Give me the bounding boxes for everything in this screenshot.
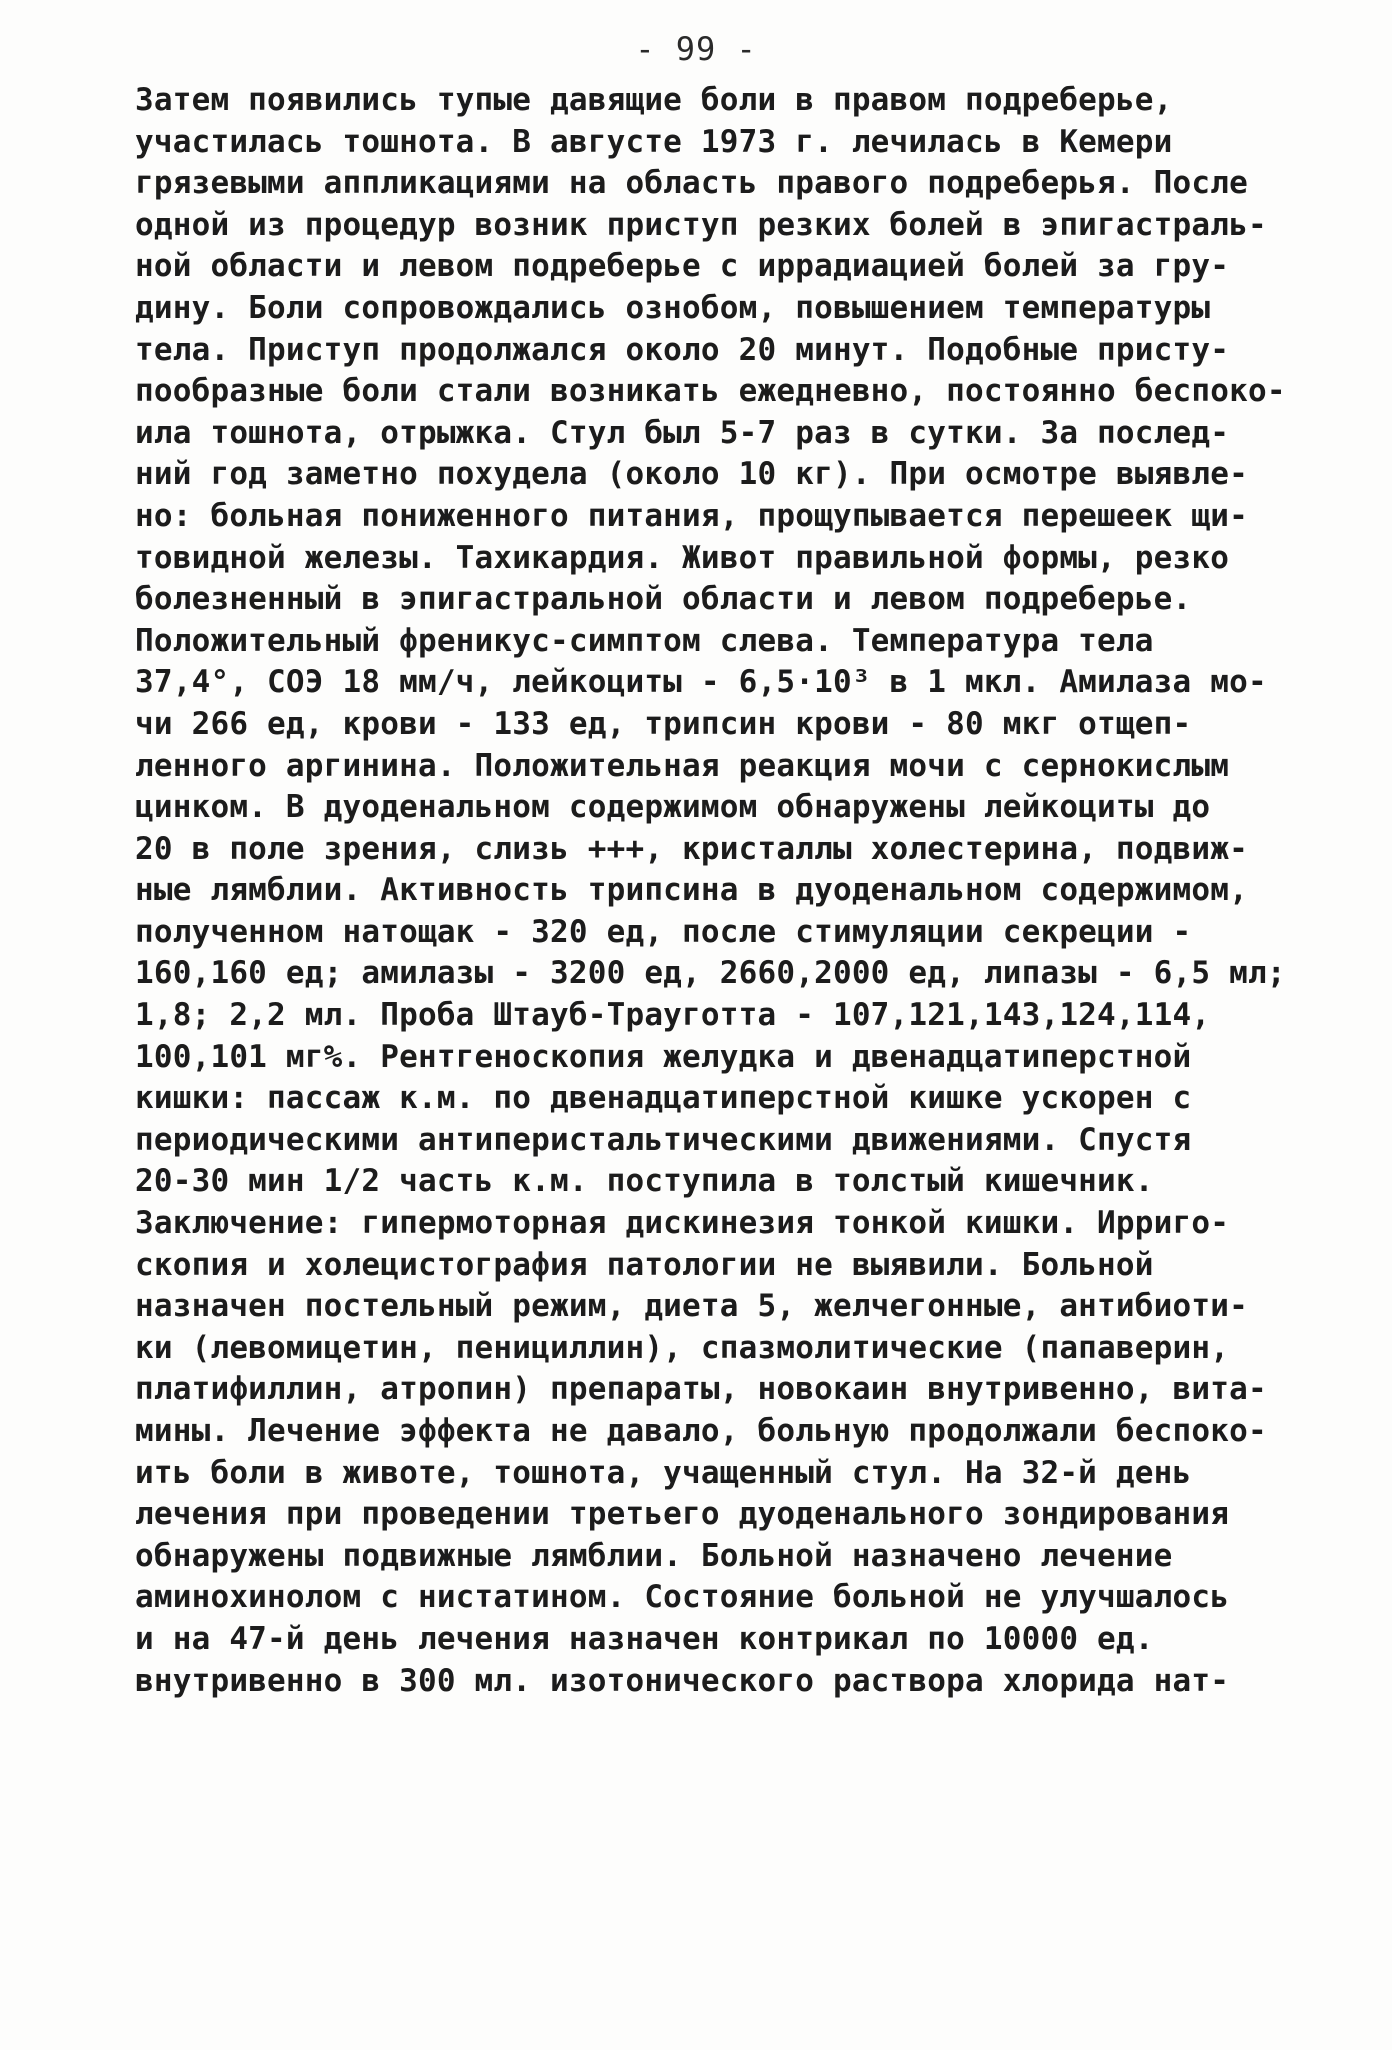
text-line: ить боли в животе, тошнота, учащенный стул. На 32-й день: [135, 1454, 1192, 1491]
text-line: дину. Боли сопровождались ознобом, повышением температуры: [135, 289, 1211, 326]
text-line: ки (левомицетин, пенициллин), спазмолитические (папаверин,: [135, 1329, 1230, 1366]
text-line: ной области и левом подреберье с иррадиацией болей за гру-: [135, 248, 1230, 285]
body-text: [135, 80, 1355, 1702]
text-line: платифиллин, атропин) препараты, новокаин внутривенно, вита-: [135, 1371, 1267, 1408]
text-line: скопия и холецистография патологии не выявили. Больной: [135, 1246, 1154, 1283]
text-line: мины. Лечение эффекта не давало, больную продолжали беспоко-: [135, 1413, 1267, 1449]
text-line: Положительный френикус-симптом слева. Температура тела: [135, 622, 1154, 659]
text-line: 37,4°, СОЭ 18 мм/ч, лейкоциты - 6,5·10³ в 1 мкл. Амилаза мо-: [135, 664, 1267, 701]
text-line: и на 47-й день лечения назначен контрикал по 10000 ед.: [135, 1620, 1154, 1657]
text-line: назначен постельный режим, диета 5, желчегонные, антибиоти-: [135, 1288, 1248, 1325]
text-line: 1,8; 2,2 мл. Проба Штауб-Трауготта - 107,121,143,124,114,: [135, 997, 1211, 1034]
text-line: 160,160 ед; амилазы - 3200 ед, 2660,2000 ед, липазы - 6,5 мл;: [135, 955, 1286, 992]
text-line: тела. Приступ продолжался около 20 минут. Подобные присту-: [135, 331, 1230, 368]
text-line: цинком. В дуоденальном содержимом обнаружены лейкоциты до: [135, 789, 1211, 826]
text-line: ленного аргинина. Положительная реакция мочи с сернокислым: [135, 747, 1230, 784]
text-line: обнаружены подвижные лямблии. Больной назначено лечение: [135, 1537, 1173, 1574]
page-number: - 99 -: [635, 30, 757, 68]
text-line: периодическими антиперистальтическими движениями. Спустя: [135, 1121, 1192, 1158]
text-line: внутривенно в 300 мл. изотонического раствора хлорида нат-: [135, 1662, 1230, 1699]
text-line: полученном натощак - 320 ед, после стимуляции секреции -: [135, 913, 1192, 950]
text-line: ила тошнота, отрыжка. Стул был 5-7 раз в сутки. За послед-: [135, 414, 1230, 451]
text-line: лечения при проведении третьего дуоденального зондирования: [135, 1496, 1230, 1533]
text-line: болезненный в эпигастральной области и левом подреберье.: [135, 581, 1192, 618]
text-line: 20 в поле зрения, слизь +++, кристаллы холестерина, подвиж-: [135, 830, 1248, 867]
text-line: Затем появились тупые давящие боли в правом подреберье,: [135, 82, 1173, 118]
text-line: Заключение: гипермоторная дискинезия тонкой кишки. Ирриго-: [135, 1205, 1230, 1242]
text-line: грязевыми аппликациями на область правого подреберья. После: [135, 165, 1248, 202]
text-line: ний год заметно похудела (около 10 кг). При осмотре выявле-: [135, 456, 1248, 493]
text-line: 20-30 мин 1/2 часть к.м. поступила в толстый кишечник.: [135, 1163, 1154, 1200]
text-line: 100,101 мг%. Рентгеноскопия желудка и двенадцатиперстной: [135, 1038, 1192, 1075]
text-line: аминохинолом с нистатином. Состояние больной не улучшалось: [135, 1579, 1230, 1616]
text-line: чи 266 ед, крови - 133 ед, трипсин крови - 80 мкг отщеп-: [135, 705, 1192, 742]
text-line: но: больная пониженного питания, прощупывается перешеек щи-: [135, 497, 1248, 534]
text-line: участилась тошнота. В августе 1973 г. лечилась в Кемери: [135, 123, 1173, 160]
text-line: одной из процедур возник приступ резких болей в эпигастраль-: [135, 206, 1267, 243]
text-line: товидной железы. Тахикардия. Живот правильной формы, резко: [135, 539, 1230, 576]
text-line: кишки: пассаж к.м. по двенадцатиперстной кишке ускорен с: [135, 1080, 1192, 1117]
text-line: пообразные боли стали возникать ежедневно, постоянно беспоко-: [135, 373, 1286, 410]
text-line: ные лямблии. Активность трипсина в дуоденальном содержимом,: [135, 872, 1248, 909]
